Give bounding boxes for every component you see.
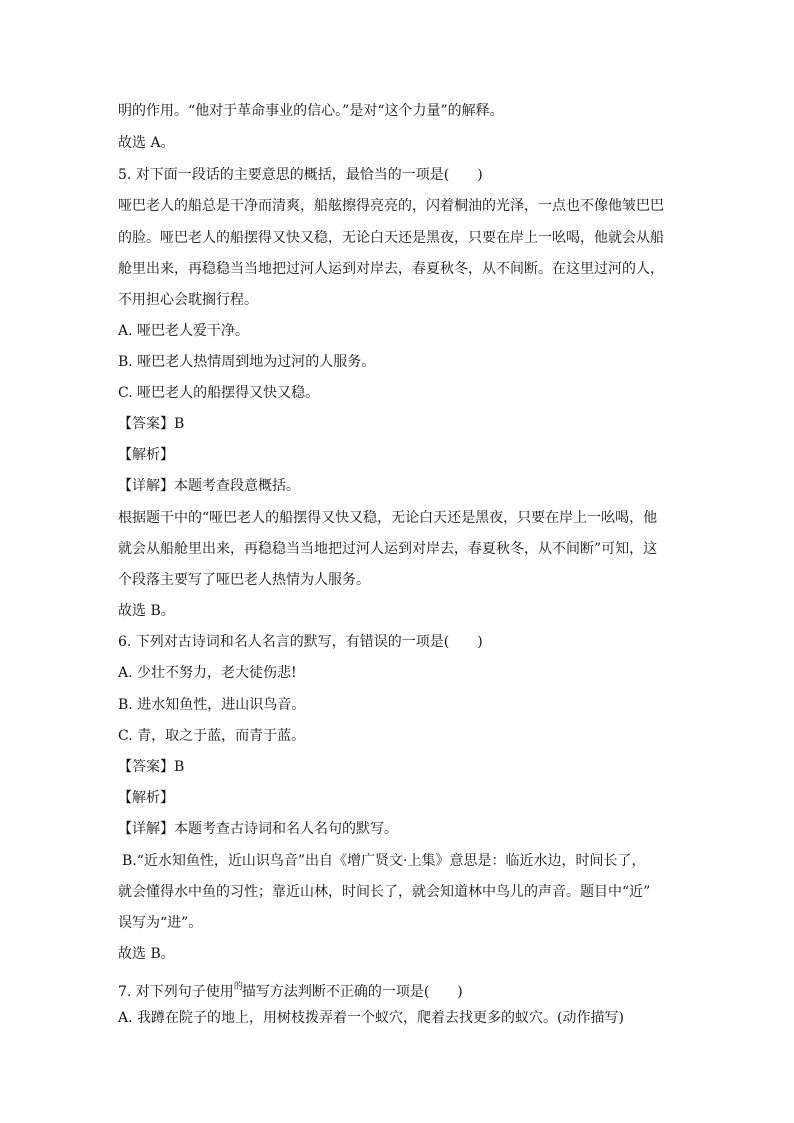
text-line: 故选 B。 [118, 603, 175, 619]
detail-explanation: 【详解】本题考查古诗词和名人名句的默写。 [118, 821, 398, 837]
explanation-line: 根据题干中的“哑巴老人的船摆得又快又稳，无论白天还是黑夜，只要在岸上一吆喝，他 [118, 510, 658, 526]
option-b: B. 哑巴老人热情周到地为过河的人服务。 [118, 354, 376, 370]
explanation-line: 个段落主要写了哑巴老人热情为人服务。 [118, 572, 370, 588]
option-c: C. 青，取之于蓝，而青于蓝。 [118, 728, 306, 744]
q7-text-after: 描写方法判断不正确的一项是( ) [241, 984, 463, 1000]
answer-label: 【答案】B [118, 759, 185, 775]
option-a: A. 少壮不努力，老大徒伤悲! [118, 665, 297, 681]
detail-explanation: 【详解】本题考查段意概括。 [118, 478, 300, 494]
explanation-line: 就会从船舱里出来，再稳稳当当地把过河人运到对岸去，春夏秋冬，从不间断”可知，这 [118, 541, 658, 557]
analysis-label: 【解析】 [118, 447, 174, 463]
question-5-stem: 5. 对下面一段话的主要意思的概括，最恰当的一项是( ) [118, 167, 483, 183]
question-6-stem: 6. 下列对古诗词和名人名言的默写，有错误的一项是( ) [118, 634, 483, 650]
explanation-line: B.“近水知鱼性，近山识鸟音”出自《增广贤文·上集》意思是：临近水边，时间长了， [122, 853, 646, 869]
passage-line: 不用担心会耽搁行程。 [118, 292, 258, 308]
q7-text-before: 7. 对下列句子使用 [118, 984, 234, 1000]
passage-line: 哑巴老人的船总是干净而清爽，船舷擦得亮亮的，闪着桐油的光泽，一点也不像他皱巴巴 [118, 198, 664, 214]
option-b: B. 进水知鱼性，进山识鸟音。 [118, 697, 306, 713]
passage-line: 的脸。哑巴老人的船摆得又快又稳，无论白天还是黑夜，只要在岸上一吆喝，他就会从船 [118, 230, 664, 246]
explanation-line: 误写为“进”。 [118, 915, 203, 931]
passage-line: 舱里出来，再稳稳当当地把过河人运到对岸去，春夏秋冬，从不间断。在这里过河的人， [118, 261, 664, 277]
option-a: A. 我蹲在院子的地上，用树枝拨弄着一个蚁穴，爬着去找更多的蚁穴。(动作描写) [118, 1010, 624, 1026]
option-a: A. 哑巴老人爱干净。 [118, 323, 250, 339]
question-7-stem [118, 977, 678, 1002]
analysis-label: 【解析】 [118, 790, 174, 806]
text-line: 明的作用。“他对于革命事业的信心。”是对“这个力量”的解释。 [118, 103, 504, 119]
option-c: C. 哑巴老人的船摆得又快又稳。 [118, 385, 320, 401]
answer-label: 【答案】B [118, 416, 185, 432]
text-line: 故选 A。 [118, 135, 175, 151]
q7-superscript: 的 [233, 982, 242, 992]
text-line: 故选 B。 [118, 946, 175, 962]
explanation-line: 就会懂得水中鱼的习性；靠近山林，时间长了，就会知道林中鸟儿的声音。题目中“近” [118, 884, 651, 900]
